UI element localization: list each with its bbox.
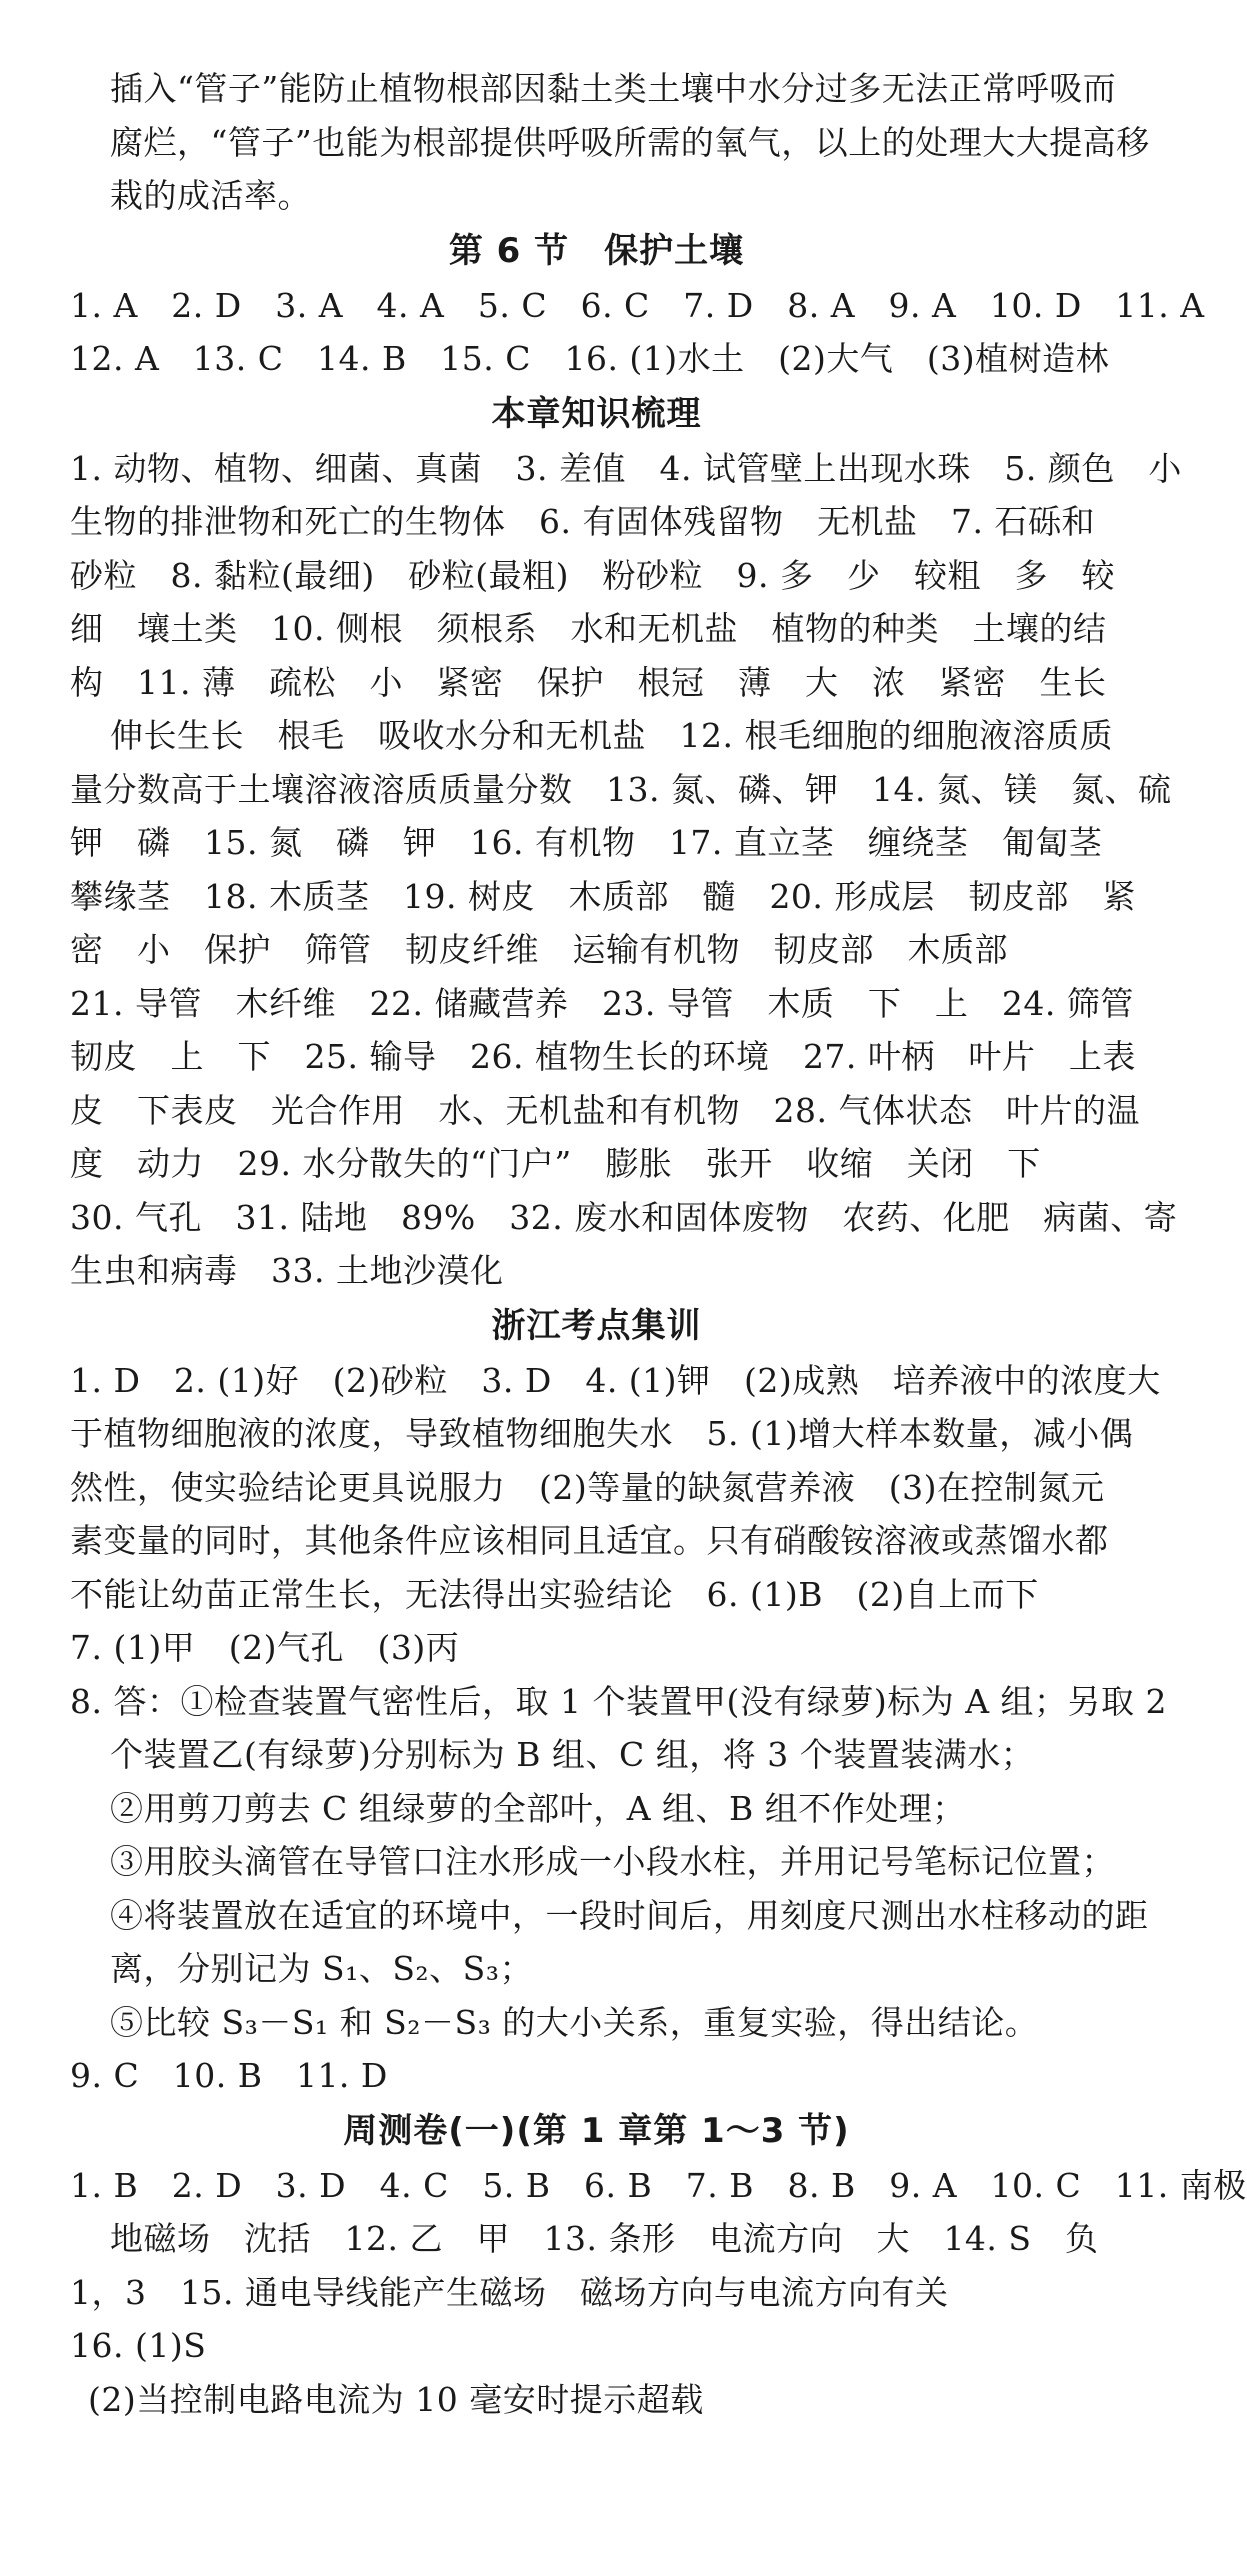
section-heading: 第 6 节 保护土壤 [448,230,745,271]
text-line: 伸长生长 根毛 吸收水分和无机盐 12. 根毛细胞的细胞液溶质质 [110,716,1113,755]
text-line: 7. (1)甲 (2)气孔 (3)丙 [70,1628,460,1667]
text-line: ④将装置放在适宜的环境中，一段时间后，用刻度尺测出水柱移动的距 [110,1895,1149,1935]
section-heading: 本章知识梳理 [491,393,702,434]
text-line: 腐烂，“管子”也能为根部提供呼吸所需的氧气，以上的处理大大提高移 [110,122,1150,162]
text-line: 21. 导管 木纤维 22. 储藏营养 23. 导管 木质 下 上 24. 筛管 [70,983,1134,1023]
text-line: 于植物细胞液的浓度，导致植物细胞失水 5. (1)增大样本数量，减小偶 [70,1414,1134,1453]
text-line: 1，3 15. 通电导线能产生磁场 磁场方向与电流方向有关 [70,2272,949,2312]
text-line: 1. A 2. D 3. A 4. A 5. C 6. C 7. D 8. A 9. A 10. D 11. A [70,285,1205,325]
text-line: 韧皮 上 下 25. 输导 26. 植物生长的环境 27. 叶柄 叶片 上表 [70,1037,1136,1076]
text-line: (2)当控制电路电流为 10 毫安时提示超载 [88,2379,704,2419]
text-line: 地磁场 沈括 12. 乙 甲 13. 条形 电流方向 大 14. S 负 [110,2219,1099,2258]
text-line: 个装置乙(有绿萝)分别标为 B 组、C 组，将 3 个装置装满水； [110,1735,1035,1774]
text-line: 度 动力 29. 水分散失的“门户” 膨胀 张开 收缩 关闭 下 [70,1144,1041,1183]
text-line: ②用剪刀剪去 C 组绿萝的全部叶，A 组、B 组不作处理； [110,1788,966,1828]
text-line: 密 小 保护 筛管 韧皮纤维 运输有机物 韧皮部 木质部 [70,930,1008,969]
text-line: 离，分别记为 S₁、S₂、S₃； [110,1949,533,1988]
text-line: 1. D 2. (1)好 (2)砂粒 3. D 4. (1)钾 (2)成熟 培养液中的浓度大 [70,1360,1161,1400]
text-line: 攀缘茎 18. 木质茎 19. 树皮 木质部 髓 20. 形成层 韧皮部 紧 [70,876,1136,916]
text-line: ⑤比较 S₃－S₁ 和 S₂－S₃ 的大小关系，重复实验，得出结论。 [110,2002,1039,2042]
text-line: ③用胶头滴管在导管口注水形成一小段水柱，并用记号笔标记位置； [110,1842,1115,1881]
text-line: 素变量的同时，其他条件应该相同且适宜。只有硝酸铵溶液或蒸馏水都 [70,1521,1109,1560]
text-line: 插入“管子”能防止植物根部因黏土类土壤中水分过多无法正常呼吸而 [110,69,1117,108]
text-line: 1. 动物、植物、细菌、真菌 3. 差值 4. 试管壁上出现水珠 5. 颜色 小 [70,448,1182,488]
text-line: 12. A 13. C 14. B 15. C 16. (1)水土 (2)大气 (3)植树造林 [70,339,1110,378]
text-line: 皮 下表皮 光合作用 水、无机盐和有机物 28. 气体状态 叶片的温 [70,1090,1140,1130]
text-line: 细 壤土类 10. 侧根 须根系 水和无机盐 植物的种类 土壤的结 [70,609,1107,648]
text-line: 构 11. 薄 疏松 小 紧密 保护 根冠 薄 大 浓 紧密 生长 [70,662,1107,702]
text-line: 钾 磷 15. 氮 磷 钾 16. 有机物 17. 直立茎 缠绕茎 匍匐茎 [70,823,1103,862]
text-line: 1. B 2. D 3. D 4. C 5. B 6. B 7. B 8. B 9. A 10. C 11. 南极 [70,2165,1247,2205]
text-line: 量分数高于土壤溶液溶质质量分数 13. 氮、磷、钾 14. 氮、镁 氮、硫 [70,769,1172,809]
section-heading: 周测卷(一)(第 1 章第 1～3 节) [343,2110,850,2151]
text-line: 然性，使实验结论更具说服力 (2)等量的缺氮营养液 (3)在控制氮元 [70,1467,1105,1507]
text-line: 生物的排泄物和死亡的生物体 6. 有固体残留物 无机盐 7. 石砾和 [70,502,1095,541]
text-line: 30. 气孔 31. 陆地 89% 32. 废水和固体废物 农药、化肥 病菌、寄 [70,1197,1178,1237]
text-line: 不能让幼苗正常生长，无法得出实验结论 6. (1)B (2)自上而下 [70,1574,1039,1614]
text-line: 16. (1)S [70,2326,207,2365]
text-line: 砂粒 8. 黏粒(最细) 砂粒(最粗) 粉砂粒 9. 多 少 较粗 多 较 [70,555,1115,595]
text-line: 栽的成活率。 [110,176,311,215]
section-heading: 浙江考点集训 [491,1305,702,1346]
text-line: 生虫和病毒 33. 土地沙漠化 [70,1251,504,1290]
text-line: 8. 答：①检查装置气密性后，取 1 个装置甲(没有绿萝)标为 A 组；另取 2 [70,1681,1167,1721]
text-line: 9. C 10. B 11. D [70,2056,388,2095]
